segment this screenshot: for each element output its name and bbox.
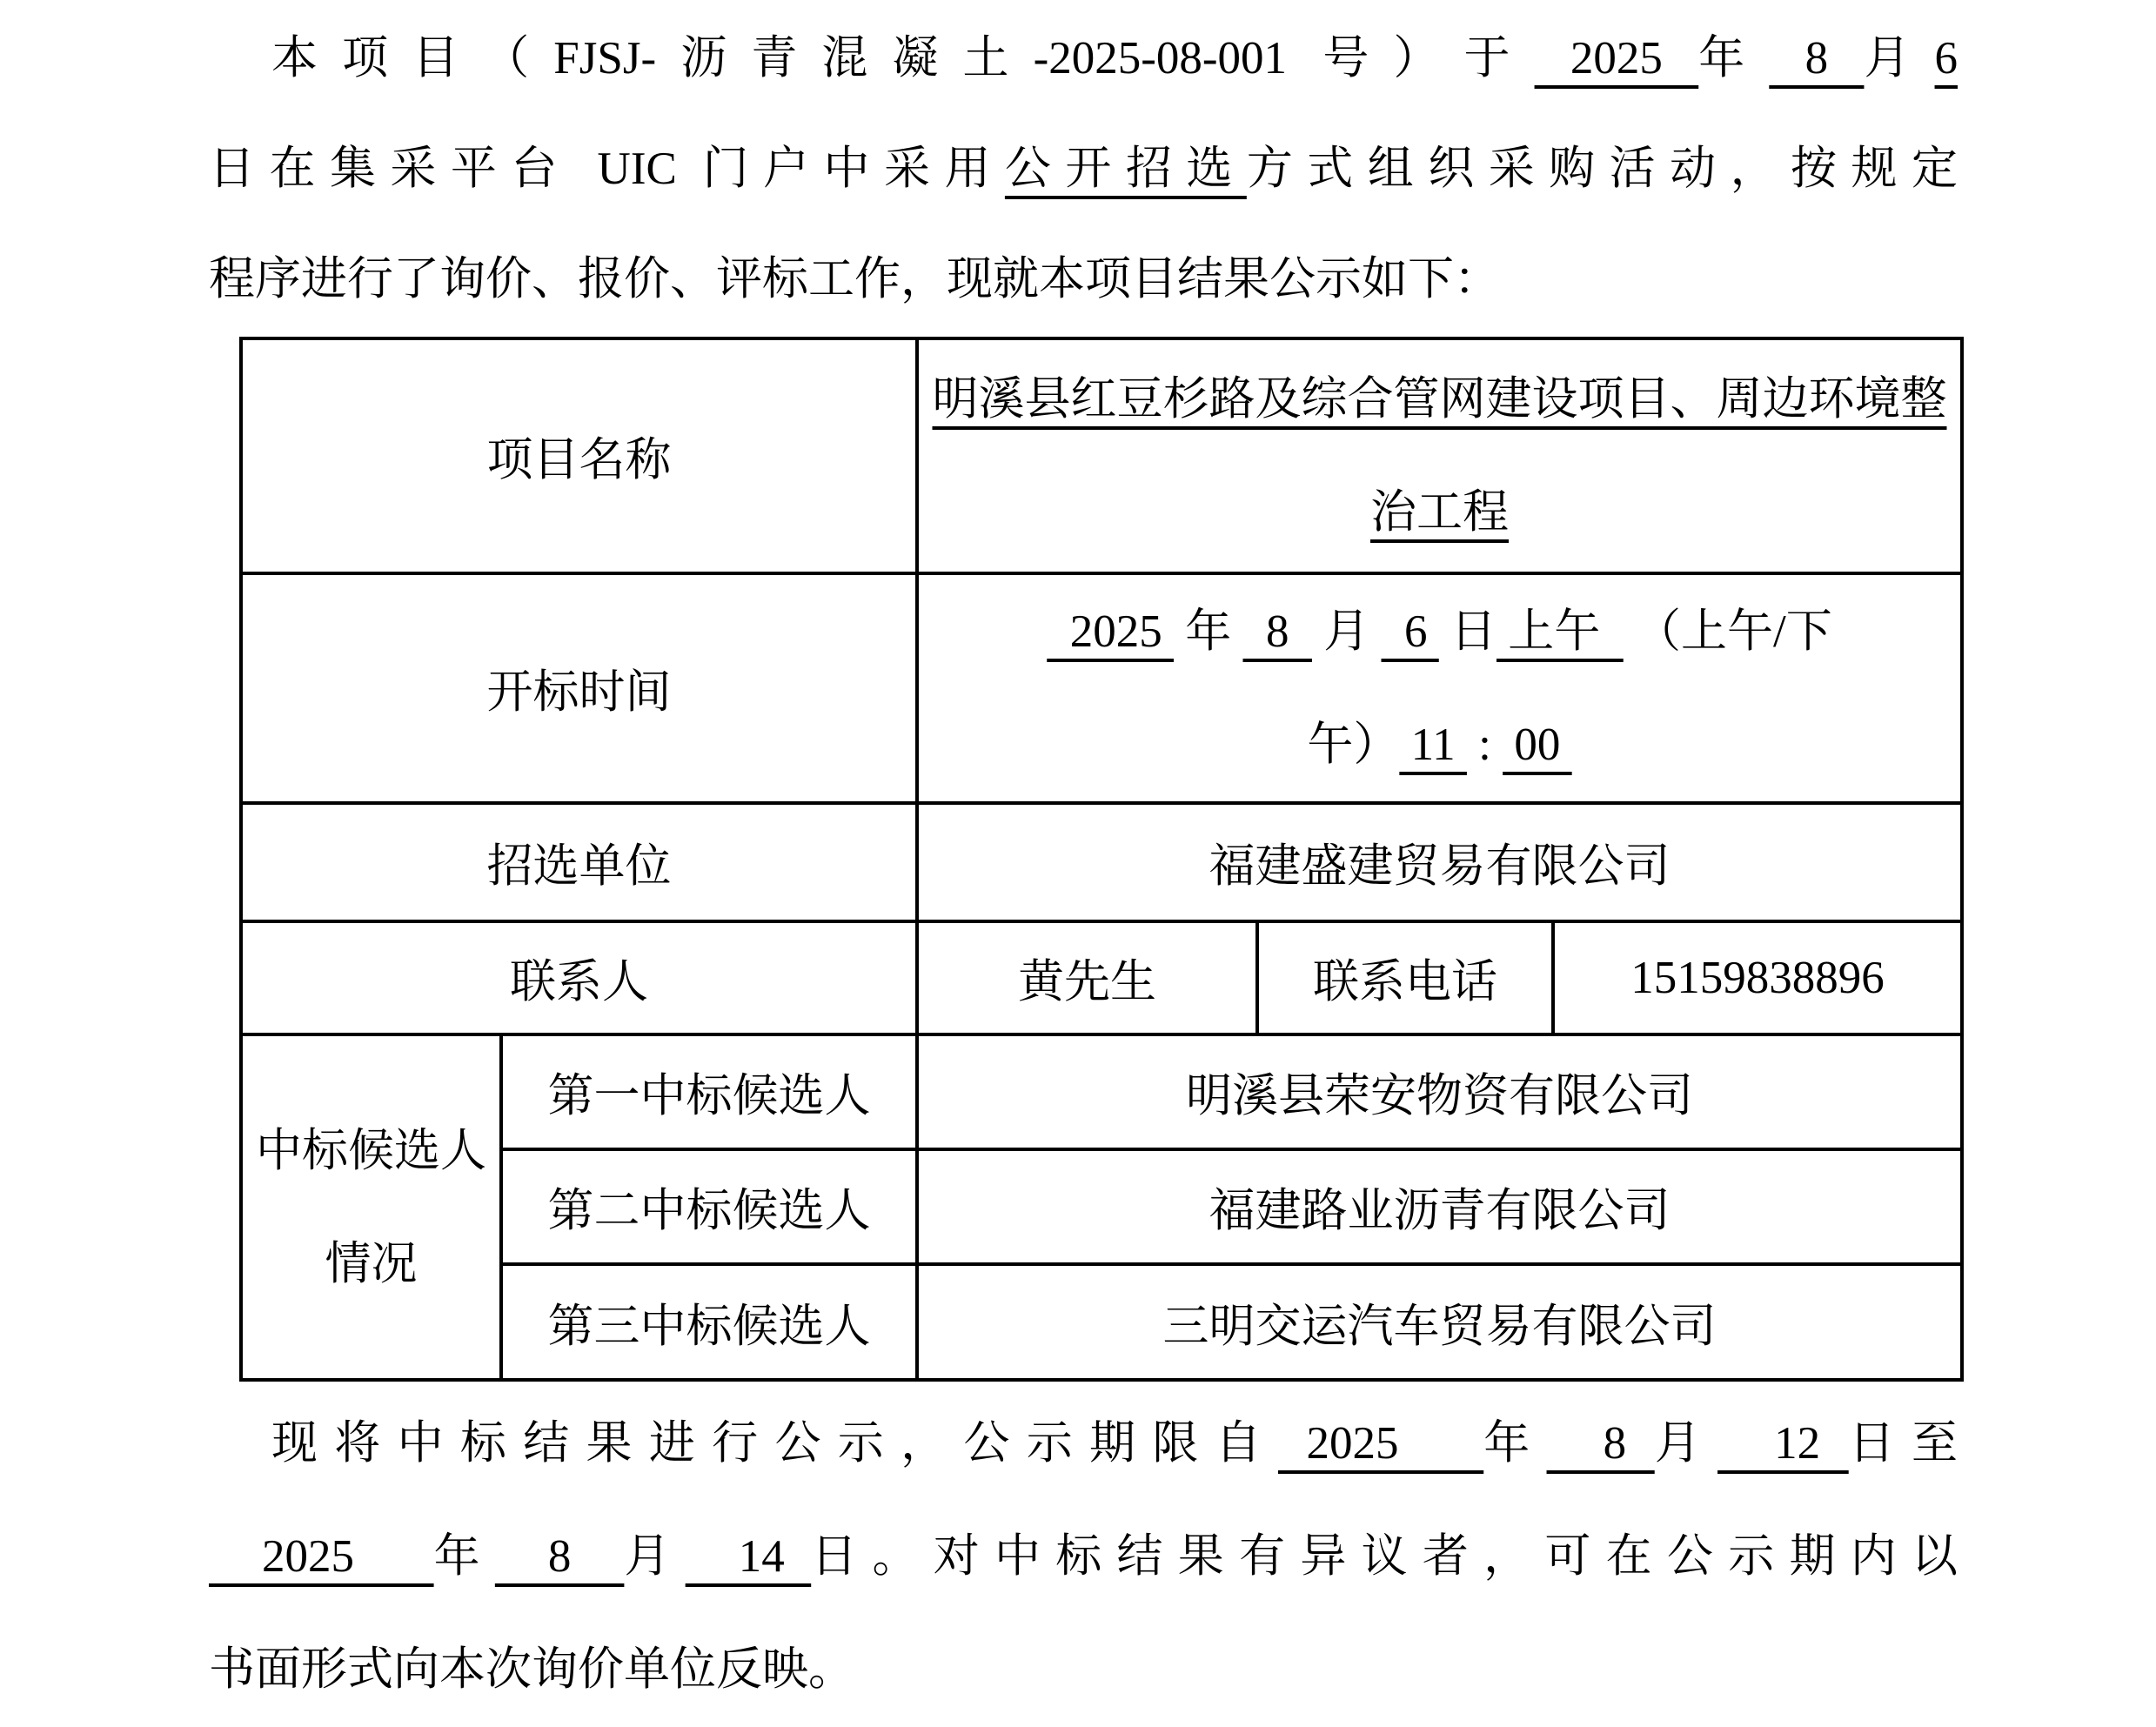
contact-name-cell	[917, 921, 1257, 1034]
project-name-label-cell	[241, 338, 917, 573]
year-unit: 年	[1174, 606, 1243, 657]
candidate-2-value-cell	[917, 1149, 1962, 1264]
candidate-3-value-cell	[917, 1264, 1962, 1380]
contact-label: 联系人	[510, 957, 648, 1007]
period-options-end: 午）	[1307, 720, 1400, 770]
month-unit: 月	[1864, 33, 1935, 84]
publicity-end-month: 8	[494, 1531, 625, 1582]
time-colon: :	[1466, 720, 1503, 770]
closing-text: 现将中标结果进行公示，公示期限自	[271, 1418, 1278, 1469]
intro-paragraph	[209, 3, 1958, 335]
candidate-3-value: 三明交运汽车贸易有限公司	[1162, 1301, 1717, 1352]
closing-text: 日。对中标结果有异议者，可在公示期内以	[811, 1531, 1958, 1582]
period-options: （上午/下	[1623, 606, 1832, 657]
candidate-2-label-cell	[501, 1149, 917, 1264]
org-value: 福建盛建贸易有限公司	[1209, 841, 1671, 892]
contact-row	[241, 921, 1962, 1034]
org-row	[241, 803, 1962, 921]
org-label: 招选单位	[486, 841, 672, 892]
candidate-2-value: 福建路业沥青有限公司	[1209, 1186, 1671, 1236]
closing-line-1	[209, 1387, 1958, 1500]
phone-value-cell	[1553, 921, 1962, 1034]
closing-line-2	[209, 1500, 1958, 1613]
org-value-cell	[917, 803, 1962, 921]
phone-label: 联系电话	[1313, 957, 1497, 1007]
open-time-line-1	[924, 575, 1955, 688]
announce-day-value: 6	[1934, 33, 1958, 84]
contact-label-cell	[241, 921, 917, 1034]
candidate-1-label: 第一中标候选人	[547, 1071, 871, 1121]
open-time-label-cell	[241, 573, 917, 803]
day-unit: 日	[1438, 606, 1496, 657]
announce-month-value: 8	[1769, 33, 1865, 84]
open-time-label: 开标时间	[486, 667, 672, 718]
year-unit: 年	[433, 1531, 495, 1582]
candidates-group-label: 中标候选人情况	[256, 1125, 486, 1289]
project-name-value: 明溪县红豆杉路及综合管网建设项目、周边环境整治工程	[932, 374, 1947, 538]
candidate-1-value: 明溪县荣安物资有限公司	[1186, 1071, 1693, 1121]
project-name-label: 项目名称	[486, 435, 672, 485]
open-year-value: 2025	[1047, 606, 1174, 657]
intro-text: 日在集采平台 UIC 门户中采用	[209, 144, 1005, 194]
publicity-start-month: 8	[1546, 1418, 1655, 1469]
open-time-value-cell	[917, 573, 1962, 803]
intro-line-1	[209, 3, 1958, 114]
open-time-row	[241, 573, 1962, 803]
open-minute-value: 00	[1503, 720, 1572, 770]
contact-name: 黄先生	[1018, 957, 1156, 1007]
month-unit: 月	[1654, 1418, 1718, 1469]
intro-line-3	[209, 224, 1958, 335]
org-label-cell	[241, 803, 917, 921]
candidate-row-1	[241, 1034, 1962, 1149]
bid-result-table	[239, 337, 1964, 1382]
open-hour-value: 11	[1399, 720, 1467, 770]
closing-line-3	[209, 1613, 1958, 1726]
intro-text: 本项目（FJSJ-沥青混凝土-2025-08-001 号）于	[271, 33, 1535, 84]
intro-text: 程序进行了询价、报价、评标工作，现就本项目结果公示如下：	[209, 254, 1500, 305]
phone-value: 15159838896	[1630, 953, 1885, 1003]
open-day-value: 6	[1381, 606, 1439, 657]
month-unit: 月	[624, 1531, 686, 1582]
candidate-1-label-cell	[501, 1034, 917, 1149]
closing-text: 日至	[1848, 1418, 1958, 1469]
publicity-start-day: 12	[1717, 1418, 1849, 1469]
publicity-start-year: 2025	[1277, 1418, 1484, 1469]
project-name-value-cell	[917, 338, 1962, 573]
candidate-3-label-cell	[501, 1264, 917, 1380]
year-unit: 年	[1698, 33, 1770, 84]
project-name-row	[241, 338, 1962, 573]
candidates-group-cell	[241, 1034, 501, 1380]
intro-line-2	[209, 114, 1958, 224]
candidate-3-label: 第三中标候选人	[547, 1301, 871, 1352]
announce-year-value: 2025	[1534, 33, 1699, 84]
phone-label-cell	[1257, 921, 1553, 1034]
candidate-1-value-cell	[917, 1034, 1962, 1149]
closing-text: 书面形式向本次询价单位反映。	[209, 1644, 854, 1695]
publicity-end-day: 14	[685, 1531, 812, 1582]
open-month-value: 8	[1242, 606, 1312, 657]
publicity-end-year: 2025	[209, 1531, 434, 1582]
intro-text: 方式组织采购活动，按规定	[1246, 144, 1958, 194]
closing-paragraph	[209, 1387, 1958, 1726]
open-period-value: 上午	[1496, 606, 1624, 657]
candidate-2-label: 第二中标候选人	[547, 1186, 871, 1236]
open-time-line-2	[924, 688, 1955, 801]
procurement-method: 公开招选	[1004, 144, 1247, 194]
month-unit: 月	[1312, 606, 1382, 657]
year-unit: 年	[1483, 1418, 1547, 1469]
